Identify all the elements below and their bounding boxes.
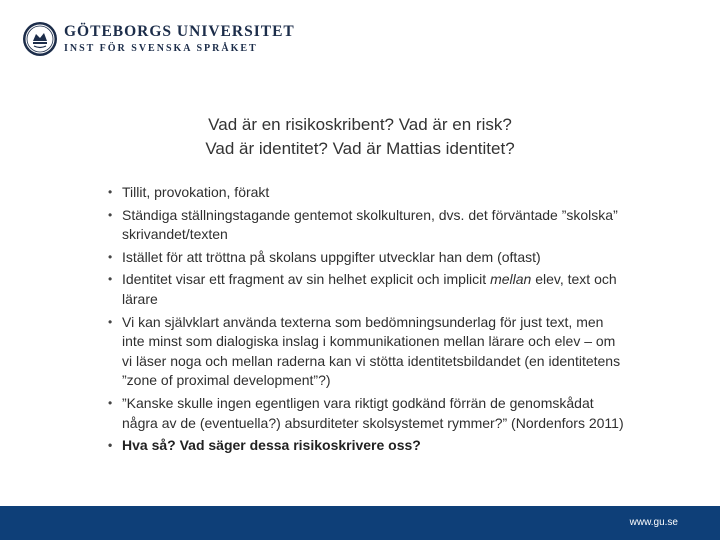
- bullet-text: ”Kanske skulle ingen egentligen vara riktigt godkänd förrän de genomskådat några av de (eventuella?) absurditeter skolsystemet rymmer?” (Nordenfors 2011): [122, 394, 624, 431]
- bullet-dot-icon: •: [108, 249, 113, 264]
- bullet-item-6: [110, 394, 625, 433]
- bullet-item-4: [110, 270, 625, 309]
- bullet-dot-icon: •: [108, 438, 113, 453]
- bullet-list: [110, 183, 625, 459]
- university-name: GÖTEBORGS UNIVERSITET: [64, 23, 295, 41]
- bullet-item-5: [110, 313, 625, 391]
- bullet-text: Tillit, provokation, förakt: [122, 184, 270, 200]
- university-wordmark: [64, 24, 295, 54]
- institution-name: INST FÖR SVENSKA SPRÅKET: [64, 42, 258, 54]
- footer-bar: [0, 506, 720, 540]
- bullet-item-7: [110, 436, 625, 456]
- bullet-dot-icon: •: [108, 395, 113, 410]
- bullet-text: Vi kan självklart använda texterna som bedömningsunderlag för just text, men inte minst som dialogiska inslag i kommunikationen mellan lärare och elev – om vi läser noga och mellan raderna kan vi stötta identitetsbildandet (en identitetens ”zone of proximal development”?): [122, 313, 621, 389]
- university-header: [22, 18, 295, 60]
- bullet-dot-icon: •: [108, 185, 113, 199]
- bullet-item-3: [110, 248, 625, 268]
- university-seal-icon: [22, 21, 58, 57]
- bullet-item-2: [110, 206, 625, 245]
- bullet-text: Identitet visar ett fragment av sin helhet explicit och implicit: [122, 271, 491, 288]
- bullet-text-continued: elev, text och lärare: [122, 271, 617, 307]
- footer-url-link[interactable]: www.gu.se: [629, 517, 678, 528]
- bullet-dot-icon: •: [108, 272, 113, 287]
- bullet-text: Istället för att tröttna på skolans uppgifter utvecklar han dem (oftast): [122, 248, 541, 265]
- bullet-item-1: [110, 183, 625, 203]
- title-line-2: Vad är identitet? Vad är Mattias identitet?: [205, 139, 515, 158]
- bullet-dot-icon: •: [108, 207, 113, 222]
- bullet-emphasis: mellan: [490, 271, 532, 288]
- bullet-text: Hva så? Vad säger dessa risikoskrivere oss?: [122, 437, 421, 454]
- slide-title: [0, 113, 720, 161]
- bullet-dot-icon: •: [108, 314, 113, 329]
- bullet-text: Ständiga ställningstagande gentemot skolkulturen, dvs. det förväntade ”skolska” skrivandet/texten: [122, 206, 618, 243]
- title-line-1: Vad är en risikoskribent? Vad är en risk?: [208, 115, 512, 134]
